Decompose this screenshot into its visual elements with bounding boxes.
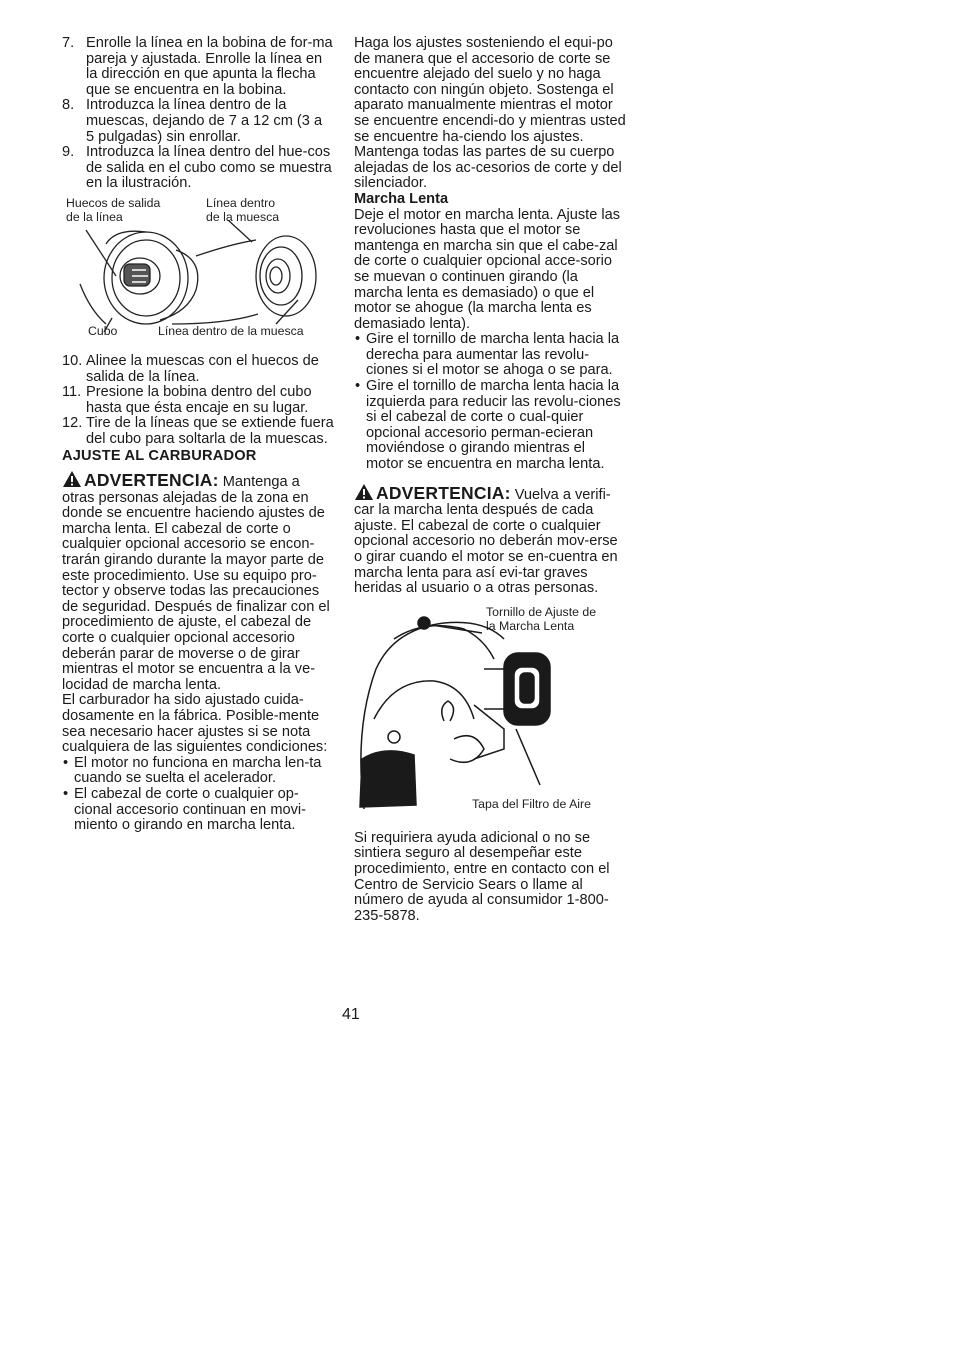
step-text: Tire de la líneas que se extiende fuera del cubo para soltarla de la muescas. (86, 415, 334, 447)
steps-list-a (62, 36, 334, 192)
warning-paragraph (62, 470, 334, 693)
list-item (62, 145, 334, 192)
step-number: 11. (62, 384, 82, 401)
warning-label: ADVERTENCIA: (376, 482, 511, 503)
step-text: Alinee la muescas con el huecos de salida de la línea. (86, 352, 319, 385)
list-item: • Gire el tornillo de marcha lenta hacia la izquierda para reducir las revolu-ciones si el cabezal de corte o cual-quier opcional accesorio perman-ecieran moviéndose o girando mientras el motor se encuentra en marcha lenta. (354, 379, 626, 473)
figure-label-hub: Cubo (88, 323, 118, 338)
step-number: 7. (62, 35, 75, 51)
figure-label-line-notch-bottom: Línea dentro de la muesca (158, 323, 304, 338)
step-text: Introduzca la línea dentro del hue-cos de salida en el cubo como se muestra en la ilustración. (86, 144, 332, 192)
conditions-list (62, 756, 334, 834)
steps-list-b (62, 354, 334, 448)
list-item (62, 385, 334, 416)
step-number: 12. (62, 415, 83, 432)
page-number: 41 (342, 1006, 360, 1023)
section-heading: AJUSTE AL CARBURADOR (62, 447, 257, 464)
idle-adjust-list (354, 332, 626, 472)
warning-text: Vuelva a verifi-car la marcha lenta después de cada ajuste. El cabezal de corte o cualquier opcional accesorio no deberán mov-erse o girar cuando el motor se en-cuentra en marcha lenta para así evi-tar graves heridas al usuario o a otras personas. (354, 486, 618, 597)
figure-label-exit-holes: Huecos de salida de la línea (66, 195, 161, 224)
step-text: Presione la bobina dentro del cubo hasta que ésta encaje en su lugar. (86, 384, 312, 416)
spool-hub-illustration (76, 220, 326, 332)
engine-figure (354, 601, 626, 819)
warning-label: ADVERTENCIA: (84, 470, 219, 491)
list-item: • El cabezal de corte o cualquier op-cional accesorio continuan en movi-miento o girando en marcha lenta. (62, 787, 334, 834)
list-item (62, 36, 334, 98)
list-item (62, 354, 334, 385)
list-item: • El motor no funciona en marcha len-ta cuando se suelta el acelerador. (62, 756, 334, 787)
idle-subheading: Marcha Lenta (354, 190, 449, 207)
step-text: Enrolle la línea en la bobina de for-ma pareja y ajustada. Enrolle la línea en la dirección en que apunta la flecha que se encuentra en la bobina. (86, 35, 333, 98)
step-number: 8. (62, 97, 75, 114)
warning-triangle-icon (354, 483, 374, 501)
spool-hub-figure (62, 196, 334, 348)
intro-paragraph: Haga los ajustes sosteniendo el equi-po de manera que el accesorio de corte se encuentre alejado del suelo y no haga contacto con ningún objeto. Sostenga el aparato manualmente mientras el motor se encuentre encendi-do y mientras usted se encuentre ha-ciendo los ajustes. Mantenga todas las partes de su cuerpo alejadas de los ac-cesorios de corte y del silenciador. (354, 35, 626, 192)
list-item (62, 98, 334, 145)
figure-label-idle-screw: Tornillo de Ajuste de la Marcha Lenta (486, 604, 597, 633)
left-column (62, 36, 334, 834)
closing-paragraph: Si requiriera ayuda adicional o no se sintiera seguro al desempeñar este procedimiento, entre en contacto con el Centro de Servicio Sears o llame al número de ayuda al consumidor 1-800-235-5878. (354, 829, 610, 924)
step-text: Introduzca la línea dentro de la muescas, dejando de 7 a 12 cm (3 a 5 pulgadas) sin enrollar. (86, 97, 323, 145)
list-item (62, 416, 334, 447)
list-item: • Gire el tornillo de marcha lenta hacia la derecha para aumentar las revolu-ciones si el motor se ahoga o se para. (354, 332, 626, 379)
step-number: 9. (62, 144, 75, 161)
right-column (354, 36, 626, 924)
figure-label-air-filter: Tapa del Filtro de Aire (472, 796, 591, 811)
warning-text: Mantenga a otras personas alejadas de la zona en donde se encuentre haciendo ajustes de marcha lenta. El cabezal de corte o cualquier opcional accesorio se encon-trarán girando durante la mayor parte de este procedimiento. Use su equipo pro-tector y observe todas las precauciones de seguridad. Después de finalizar con el procedimiento de ajuste, el cabezal de corte o cualquier opcional accesorio deberán parar de moverse o de girar mientras el motor se encuentra a la ve-locidad de marcha lenta. (62, 474, 330, 693)
warning-triangle-icon (62, 470, 82, 488)
idle-paragraph: Deje el motor en marcha lenta. Ajuste las revoluciones hasta que el motor se mantenga en marcha sin que el cabe-zal de corte o cualquier opcional acce-sorio se muevan o continuen girando (la marcha lenta es demasiado) o que el motor se ahogue (la marcha lenta es demasiado lenta). (354, 206, 621, 332)
figure-label-line-notch-top: Línea dentro de la muesca (206, 195, 280, 224)
engine-illustration (354, 609, 564, 815)
warning-paragraph-right (354, 483, 626, 597)
step-number: 10. (62, 352, 83, 369)
carburetor-paragraph: El carburador ha sido ajustado cuida-dosamente en la fábrica. Posible-mente sea necesario hacer ajustes si se nota cualquiera de las siguientes condiciones: (62, 692, 328, 756)
